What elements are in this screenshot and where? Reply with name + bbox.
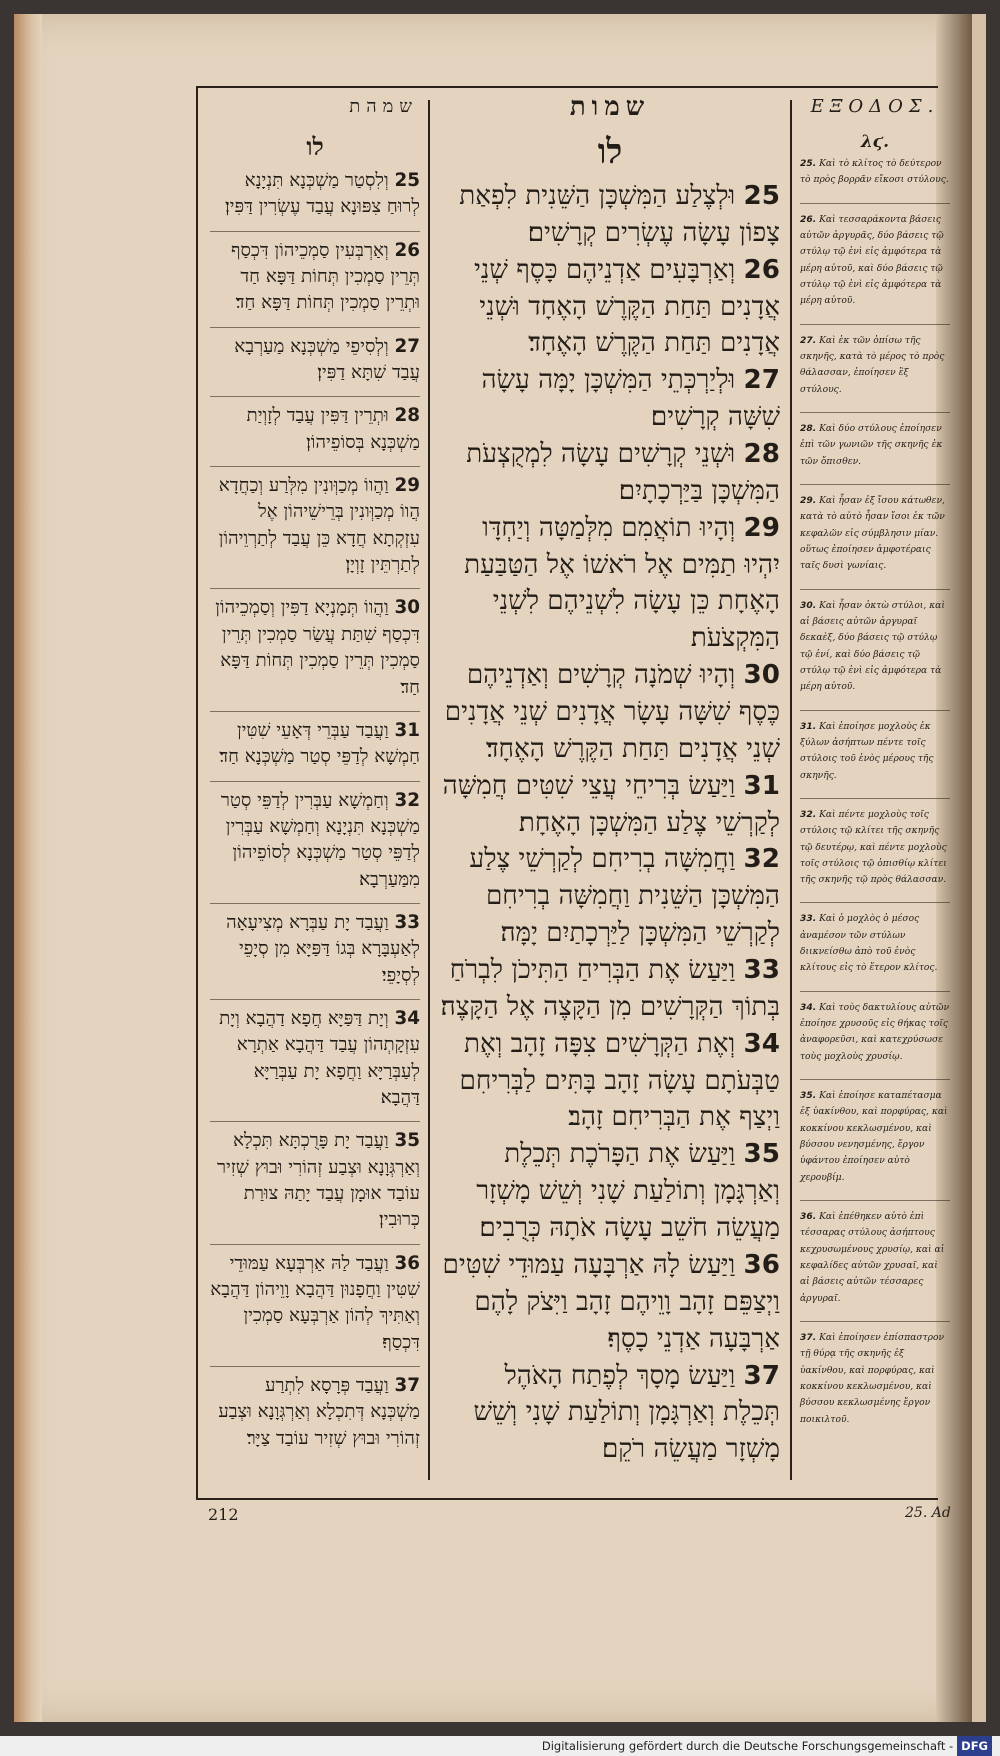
verse-text: וַיַּעַשׂ אֶת הַפָּרֹכֶת תְּכֵלֶת וְאַרְגָּמָן וְתוֹלַעַת שָׁנִי וְשֵׁשׁ מָשְׁזָר מַעֲשֵׂה חֹשֵׁב עָשָׂה אֹתָהּ כְּרֻבִים׃ [476,1139,780,1244]
verse-number: 35. [800,1091,817,1102]
verse-number: 33 [743,955,780,986]
verse [800,1321,950,1428]
chapter-number: לו [597,132,623,172]
verse-number: 29 [394,475,420,497]
column-divider-1 [428,100,430,1480]
verse-text: Καὶ πέντε μοχλοὺς τοῖς στύλοις τῷ κλίτει τῆς σκηνῆς τῷ δευτέρῳ, καὶ πέντε μοχλοὺς τοῖς στύλοις τῷ ὀπισθίῳ κλίτει τῆς σκηνῆς τῷ πρὸς θάλασσαν. [800,809,947,886]
verse [440,1358,780,1469]
verse-text: Καὶ ἐποίησεν ἐπίσπαστρον τῇ θύρᾳ τῆς σκηνῆς ἐξ ὑακίνθου, καὶ πορφύρας, καὶ κοκκίνου κεκλωσμένου, καὶ βύσσου κεκλωσμένης ἔργον ποικιλτοῦ. [800,1333,945,1425]
verse [800,902,950,976]
verse [800,1079,950,1186]
verse [440,252,780,363]
verse-text: וַעֲבַד לַהּ אַרְבְּעָא עַמּוּדֵי שִׁטִּין וַחֲפָנוּן דַּהֲבָא וָוֵיהוֹן דַּהֲבָא וְאַתִּיךְ לְהוֹן אַרְבְּעָא סַמְכִין דִּכְסַף׃ [210,1252,420,1353]
verse-number: 25 [394,170,420,191]
verse-number: 28. [800,423,817,434]
verse [800,798,950,889]
verse-text: וְחַמְשָׁא עַבְּרִין לְדַפֵּי סְטַר מַשְׁכְּנָא תִּנְיָנָא וְחַמְשָׁא עַבְּרִין לְדַפֵּי סְטַר מַשְׁכְּנָא לְסוֹפֵיהוֹן מִמַּעַרְבָא׃ [220,789,420,890]
verse-text: וַעֲבַד יָת עַבְּרָא מְצִיעָאָה לְאַעְבָּרָא בְּגוֹ דַּפַּיָּא מִן סְיָפֵי לְסְיָפֵי׃ [226,911,420,986]
verse [210,711,420,771]
verse-text: וְהָיוּ תוֹאֲמִם מִלְּמַטָּה וְיַחְדָּו יִהְיוּ תַמִּים אֶל רֹאשׁוֹ אֶל הַטַּבַּעַת הָאֶחָת כֵּן עָשָׂה לִשְׁנֵיהֶם לִשְׁנֵי הַמִּקְצֹעֹת׃ [464,512,780,654]
verse [210,327,420,387]
hebrew-column [440,132,780,1468]
verse-text: וַהֲווֹ תְּמָנְיָא דַפִּין וְסַמְכֵיהוֹן דִּכְסַף שִׁתַּת עֲשַׂר סַמְכִין תְּרֵין סַמְכִין תְּרֵין סַמְכִין תְּחוֹת דַּפָּא חַד׃ [215,597,420,698]
verse-text: Καὶ ὁ μοχλὸς ὁ μέσος ἀναμέσον τῶν στύλων διικνείσθω ἀπὸ τοῦ ἑνὸς κλίτους εἰς τὸ ἕτερον κλίτος. [800,914,938,974]
verse [800,484,950,575]
verse-number: 37 [394,1375,420,1397]
verse-text: Καὶ ἐκ τῶν ὀπίσω τῆς σκηνῆς, κατὰ τὸ μέρος τὸ πρὸς θάλασσαν, ἐποίησεν ἓξ στύλους. [800,335,945,395]
greek-column [800,132,950,1442]
verse-number: 31. [800,721,817,732]
verse-number: 29. [800,495,817,506]
dfg-logo: DFG [957,1736,992,1756]
verse-number: 31 [743,770,780,801]
verse [440,1136,780,1247]
verse-text: Καὶ δύο στύλους ἐποίησεν ἐπὶ τῶν γωνιῶν τῆς σκηνῆς ἐκ τῶν ὄπισθεν. [800,423,943,467]
verse [440,952,780,1026]
verse-text: וְהָיוּ שְׁמֹנָה קְרָשִׁים וְאַדְנֵיהֶם כֶּסֶף שִׁשָּׁה עָשָׂר אֲדָנִים שְׁנֵי אֲדָנִים שְׁנֵי אֲדָנִים תַּחַת הַקֶּרֶשׁ הָאֶחָד׃ [444,660,780,764]
verse-text: וְאַרְבָּעִים אַדְנֵיהֶם כָּסֶף שְׁנֵי אֲדָנִים תַּחַת הַקֶּרֶשׁ הָאֶחָד וּשְׁנֵי אֲדָנִים תַּחַת הַקֶּרֶשׁ הָאֶחָד׃ [474,254,780,359]
verse-text: Καὶ τὸ κλίτος τὸ δεύτερον τὸ πρὸς βορρᾶν εἴκοσι στύλους. [800,159,949,186]
verse-text: Καὶ ἐποίησε καταπέτασμα ἐξ ὑακίνθου, καὶ πορφύρας, καὶ κοκκίνου κεκλωσμένου, καὶ βύσσου νενησμένης, ἔργον ὑφάντου ἐποίησεν αὐτὸ χερουβίμ. [800,1091,948,1183]
verse-text: וַעֲבַד יָת פָּרֻכְתָּא תִּכְלָא וְאַרְגְּוָנָא וּצְבַע זְהוֹרִי וּבוּץ שְׁזִיר עוֹבַד אוּמָן עֲבַד יָתַהּ צוּרַת כְּרוּבִין׃ [217,1130,420,1231]
verse [440,178,780,252]
verse-number: 34 [394,1007,420,1029]
verse-text: וַיַּעַשׂ אֶת הַבְּרִיחַ הַתִּיכֹן לִבְרֹחַ בְּתוֹךְ הַקְּרָשִׁים מִן הַקָּצֶה אֶל הַקָּצֶה׃ [440,955,780,1022]
verse-text: וְאֶת הַקְּרָשִׁים צִפָּה זָהָב וְאֶת טַבְּעֹתָם עָשָׂה זָהָב בָּתִּים לַבְּרִיחִם וַיְצַף אֶת הַבְּרִיחִם זָהָב׃ [459,1028,780,1133]
verse-text: וַיַּעַשׂ מָסָךְ לְפֶתַח הָאֹהֶל תְּכֵלֶת וְאַרְגָּמָן וְתוֹלַעַת שָׁנִי וְשֵׁשׁ מָשְׁזָר מַעֲשֵׂה רֹקֵם׃ [473,1360,780,1465]
verse [800,991,950,1065]
verse-number: 32. [800,809,817,820]
verse [210,231,420,317]
verse [210,466,420,578]
verse-text: וַהֲווֹ מְכַוְּונִין מִלְּרַע וְכַחֲדָא הֲווֹ מְכַוְּונִין בְּרֵישֵׁיהוֹן אֶל עִזְקְתָא חֲדָא כֵּן עֲבַד לְתַרְוֵיהוֹן לְתַרְתֵּין זָוְיָן׃ [218,475,420,576]
verse-number: 37. [800,1333,817,1344]
page-edge-left [14,14,42,1722]
page-number: 212 [208,1505,239,1524]
verse-text: וַעֲבַד פְּרָסָא לִתְרַע מַשְׁכְּנָא דְּתִכְלָא וְאַרְגְּוָנָא וּצְבַע זְהוֹרִי וּבוּץ שְׁזִיר עוֹבַד צַיָּר׃ [218,1375,420,1449]
verse [210,781,420,893]
verse [440,1247,780,1358]
verse-number: 30. [800,600,817,611]
verse [800,589,950,696]
verse-number: 26 [394,239,420,261]
verse-text: וְאַרְבְּעִין סַמְכֵיהוֹן דִּכְסַף תְּרֵין סַמְכִין תְּחוֹת דַּפָּא חַד וּתְרֵין סַמְכִין תְּחוֹת דַּפָּא חַד׃ [230,239,420,314]
verse-number: 27. [800,335,817,346]
chapter-number: לו [306,132,324,161]
verse [440,1026,780,1137]
targum-header: שמהת [349,96,418,117]
verse-number: 27 [743,365,780,396]
verse [210,1244,420,1356]
verse [440,841,780,952]
targum-column [210,132,420,1462]
verse-number: 34 [743,1028,780,1059]
column-divider-2 [790,100,792,1480]
verse [210,999,420,1111]
verse-text: Καὶ ἐπέθηκεν αὐτὸ ἐπὶ τέσσαρας στύλους ἀσήπτους κεχρυσωμένους χρυσίῳ, καὶ αἱ κεφαλίδες αὐτῶν χρυσαῖ, καὶ αἱ βάσεις αὐτῶν τέσσαρες ἀργυραῖ. [800,1212,945,1304]
verse [210,1366,420,1452]
verse-number: 28 [743,439,780,470]
verse-text: וּשְׁנֵי קְרָשִׁים עָשָׂה לִמְקֻצְעֹת הַמִּשְׁכָּן בַּיַּרְכָתָיִם׃ [466,439,780,506]
greek-header: ΕΞΟΔΟΣ. [810,96,940,117]
verse-number: 36 [743,1249,780,1280]
verse [800,156,950,189]
verse-number: 32 [743,844,780,875]
verse-text: וַעֲבַד עַבְּרֵי דְּאָעֵי שִׁטִּין חַמְשָׁא לְדַפֵּי סְטַר מַשְׁכְּנָא חַד׃ [219,719,420,768]
verse-number: 28 [394,405,420,427]
verse-number: 35 [394,1130,420,1152]
verse-text: וַחֲמִשָּׁה בְרִיחִם לְקַרְשֵׁי צֶלַע הַמִּשְׁכָּן הַשֵּׁנִית וַחֲמִשָּׁה בְרִיחִם לְקַרְשֵׁי הַמִּשְׁכָּן לַיַּרְכָתַיִם יָמָּה׃ [469,844,780,949]
verse-text: וְיָת דַּפַּיָּא חֲפָא דַהֲבָא וְיָת עִזְקָתְהוֹן עֲבַד דַּהֲבָא אַתְרָא לְעַבְּרַיָּא וַחֲפָא יָת עַבְּרַיָּא דַּהֲבָא׃ [219,1007,420,1108]
verse [210,168,420,221]
verse-text: וְלִסְטַר מַשְׁכְּנָא תִּנְיָנָא לְרוּחַ צִפּוּנָא עֲבַד עֶשְׂרִין דַּפִּין׃ [224,170,420,218]
verse [440,436,780,510]
chapter-number: λϛ. [860,132,890,152]
catchword: 25. Ad [905,1505,951,1521]
verse-text: Καὶ ἦσαν ἐξ ἴσου κάτωθεν, κατὰ τὸ αὐτὸ ἦσαν ἴσοι ἐκ τῶν κεφαλῶν εἰς σύμβλησιν μίαν. οὕτως ἐποίησεν ἀμφοτέραις ταῖς δυσὶ γωνίαις. [800,495,945,572]
verse [800,1200,950,1307]
verse [210,588,420,700]
verse-number: 32 [394,789,420,811]
verse [440,362,780,436]
verse-number: 36. [800,1212,817,1223]
verse-number: 33 [394,911,420,933]
verse-number: 25 [743,181,780,211]
verse [210,1121,420,1233]
verse [440,510,780,657]
verse-number: 26. [800,214,817,225]
verse-text: Καὶ τοὺς δακτυλίους αὐτῶν ἐποίησε χρυσοῦς εἰς θήκας τοῖς ἀναφορεῦσι, καὶ κατεχρύσωσε τοὺς μοχλοὺς χρυσίῳ. [800,1002,950,1062]
verse-text: וַיַּעַשׂ בְּרִיחֵי עֲצֵי שִׁטִּים חֲמִשָּׁה לְקַרְשֵׁי צֶלַע הַמִּשְׁכָּן הָאֶחָת׃ [442,770,780,838]
verse-number: 30 [743,660,780,691]
verse-number: 30 [394,597,420,619]
verse [800,324,950,398]
verse-number: 29 [743,512,780,543]
verse [440,657,780,768]
verse-number: 34. [800,1002,817,1013]
verse-text: וְלְסִיפֵי מַשְׁכְּנָא מַעַרְבָא עֲבַד שִׁתָּא דַפִּין׃ [234,335,420,384]
verse-text: וּלְצֶלַע הַמִּשְׁכָּן הַשֵּׁנִית לִפְאַת צָפוֹן עָשָׂה עֶשְׂרִים קְרָשִׁים׃ [459,181,780,248]
verse-text: Καὶ ἐποίησε μοχλοὺς ἐκ ξύλων ἀσήπτων πέντε τοῖς στύλοις τοῦ ἑνὸς μέρους τῆς σκηνῆς. [800,721,934,781]
verse-number: 35 [743,1139,780,1170]
verse-number: 33. [800,914,817,925]
verse-text: וַיַּעַשׂ לָהּ אַרְבָּעָה עַמּוּדֵי שִׁטִּים וַיְצַפֵּם זָהָב וָוֵיהֶם זָהָב וַיִּצֹק לָהֶם אַרְבָּעָה אַדְנֵי כָסֶף׃ [442,1249,780,1354]
verse-number: 36 [394,1252,420,1274]
verse-text: Καὶ ἦσαν ὀκτὼ στύλοι, καὶ αἱ βάσεις αὐτῶν ἀργυραῖ δεκαὲξ, δύο βάσεις τῷ στύλῳ τῷ ἑνί, καὶ δύο βάσεις τῷ στύλῳ τῷ ἑνὶ εἰς ἀμφότερα τὰ μέρη αὐτοῦ. [800,600,945,693]
verse-number: 27 [394,335,420,357]
verse-number: 31 [394,719,420,741]
verse-number: 25. [800,159,817,169]
funding-notice [0,1736,1000,1756]
verse-text: וּתְרֵין דַּפִּין עֲבַד לְזָוְיַת מַשְׁכְּנָא בְּסוֹפֵיהוֹן׃ [246,405,420,453]
verse [210,396,420,456]
verse [800,203,950,310]
verse-text: וּלְיַרְכְּתֵי הַמִּשְׁכָּן יָמָּה עָשָׂה שִׁשָּׁה קְרָשִׁים׃ [481,365,780,433]
verse-text: Καὶ τεσσαράκοντα βάσεις αὐτῶν ἀργυρᾶς, δύο βάσεις τῷ στύλῳ τῷ ἑνὶ εἰς ἀμφότερα τὰ μέρη αὐτοῦ, καὶ δύο βάσεις τῷ στύλῳ τῷ ἑνὶ εἰς ἀμφότερα τὰ μέρη αὐτοῦ. [800,214,944,307]
verse [210,903,420,989]
verse [800,710,950,784]
verse-number: 26 [743,254,780,285]
verse-number: 37 [743,1360,780,1391]
hebrew-header: שמות [569,92,651,122]
verse [440,768,780,842]
verse [800,412,950,470]
funding-text: Digitalisierung gefördert durch die Deutsche Forschungsgemeinschaft - [541,1739,954,1753]
